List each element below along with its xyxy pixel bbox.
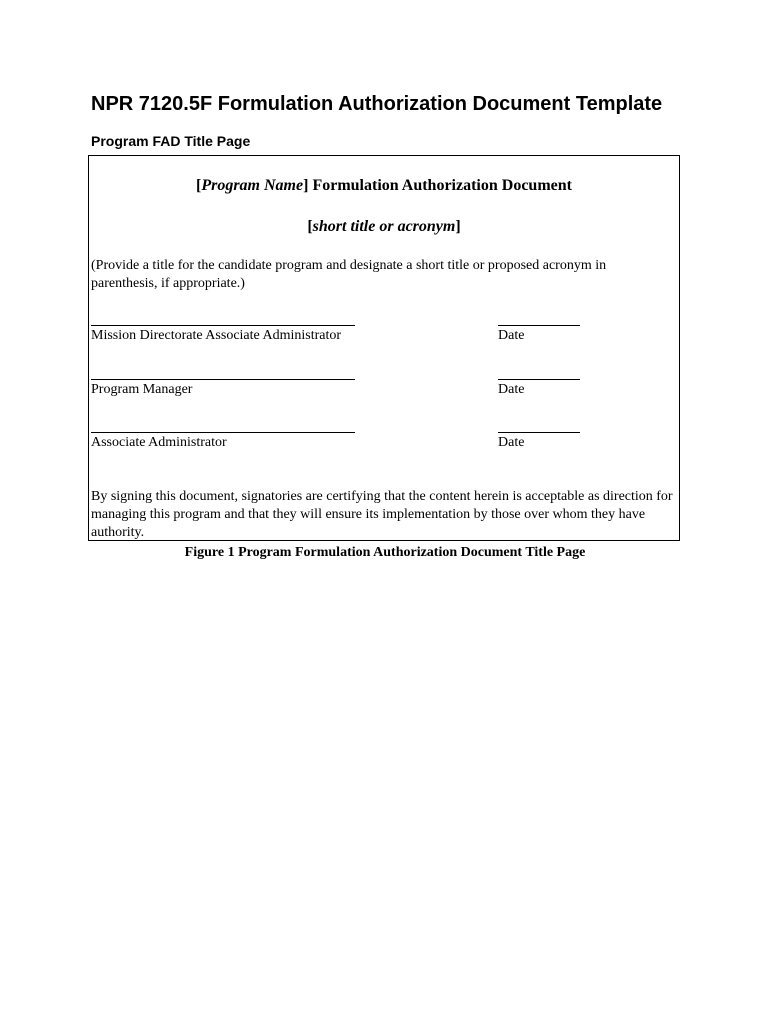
signatory-label-mission-directorate: Mission Directorate Associate Administrator <box>91 328 342 343</box>
heading-bracket-open: [ <box>196 177 202 194</box>
fad-heading <box>89 177 679 195</box>
date-label-associate-administrator: Date <box>498 435 525 450</box>
signatory-label-program-manager: Program Manager <box>91 382 193 397</box>
date-line-associate-administrator[interactable] <box>498 432 580 433</box>
signature-line-mission-directorate[interactable] <box>91 325 355 326</box>
short-title-bracket-close: ] <box>455 218 461 235</box>
fad-short-title <box>89 218 679 236</box>
fad-title-page-box <box>88 155 680 541</box>
fad-certification-statement: By signing this document, signatories are certifying that the content herein is acceptable as direction for managing this program and that they will ensure its implementation by those over whom they have authority. <box>91 489 673 540</box>
signature-line-program-manager[interactable] <box>91 379 355 380</box>
signature-line-associate-administrator[interactable] <box>91 432 355 433</box>
short-title-placeholder: short title or acronym <box>312 218 456 235</box>
short-title-bracket-open: [ <box>307 218 313 235</box>
figure-caption: Figure 1 Program Formulation Authorization Document Title Page <box>184 545 586 560</box>
document-title: NPR 7120.5F Formulation Authorization Document Template <box>91 93 663 115</box>
date-line-mission-directorate[interactable] <box>498 325 580 326</box>
date-label-mission-directorate: Date <box>498 328 525 343</box>
heading-rest: Formulation Authorization Document <box>308 177 572 194</box>
signatory-label-associate-administrator: Associate Administrator <box>91 435 227 450</box>
program-name-placeholder: Program Name <box>201 177 304 194</box>
document-subtitle: Program FAD Title Page <box>91 133 251 149</box>
heading-bracket-close: ] <box>303 177 309 194</box>
fad-instructions: (Provide a title for the candidate program and designate a short title or proposed acronym in parenthesis, if appropriate.) <box>91 258 607 291</box>
date-label-program-manager: Date <box>498 382 525 397</box>
date-line-program-manager[interactable] <box>498 379 580 380</box>
